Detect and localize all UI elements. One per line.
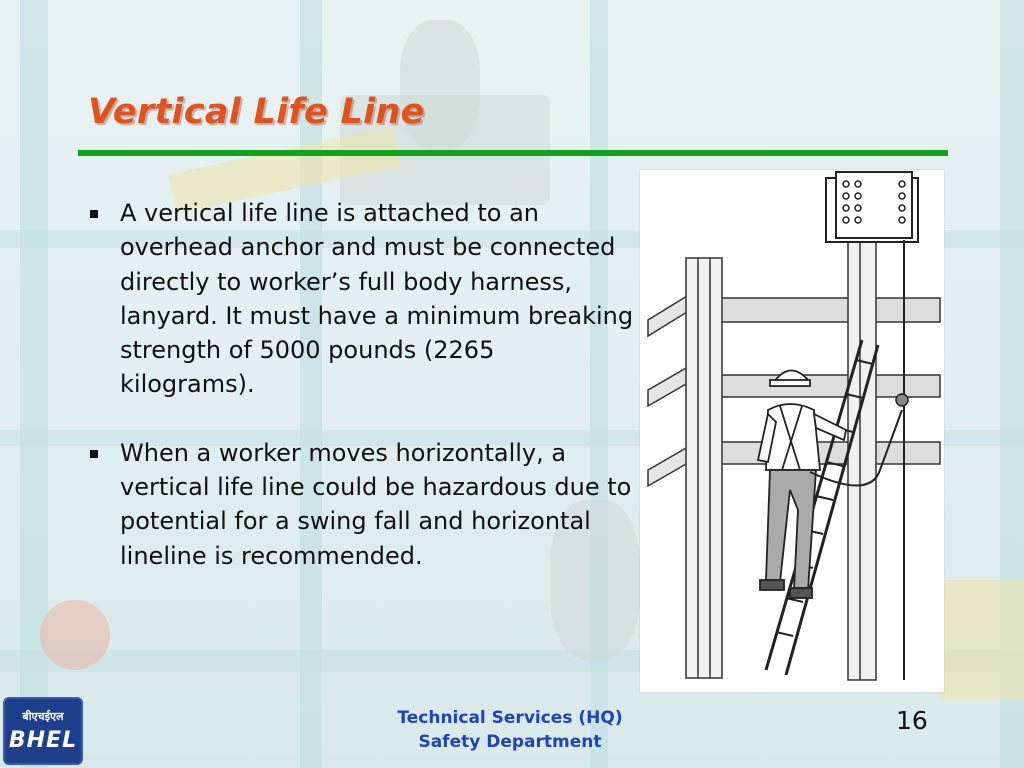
slide-title: Vertical Life Line	[88, 92, 425, 132]
bhel-logo	[3, 697, 83, 765]
worker-ladder-illustration	[640, 170, 944, 692]
bullet-item	[86, 196, 636, 402]
logo-brand-text: BHEL	[8, 728, 78, 753]
bullet-item	[86, 436, 636, 573]
bullet-square-icon	[90, 210, 98, 218]
bullet-text: A vertical life line is attached to an overhead anchor and must be connected directly to worker’s full body harness, lanyard. It must have a minimum breaking strength of 5000 pounds (2265 kilograms).	[120, 199, 634, 399]
bullet-square-icon	[90, 450, 98, 458]
footer-line-1: Technical Services (HQ)	[397, 708, 623, 728]
footer	[360, 706, 660, 754]
bullet-list	[86, 196, 636, 607]
logo-hindi-text: बीएचईएल	[22, 710, 64, 723]
page-number: 16	[896, 706, 928, 735]
footer-line-2: Safety Department	[418, 732, 602, 752]
title-underline	[78, 150, 948, 156]
bullet-text: When a worker moves horizontally, a vertical life line could be hazardous due to potential for a swing fall and horizontal lineline is recommended.	[120, 438, 632, 570]
